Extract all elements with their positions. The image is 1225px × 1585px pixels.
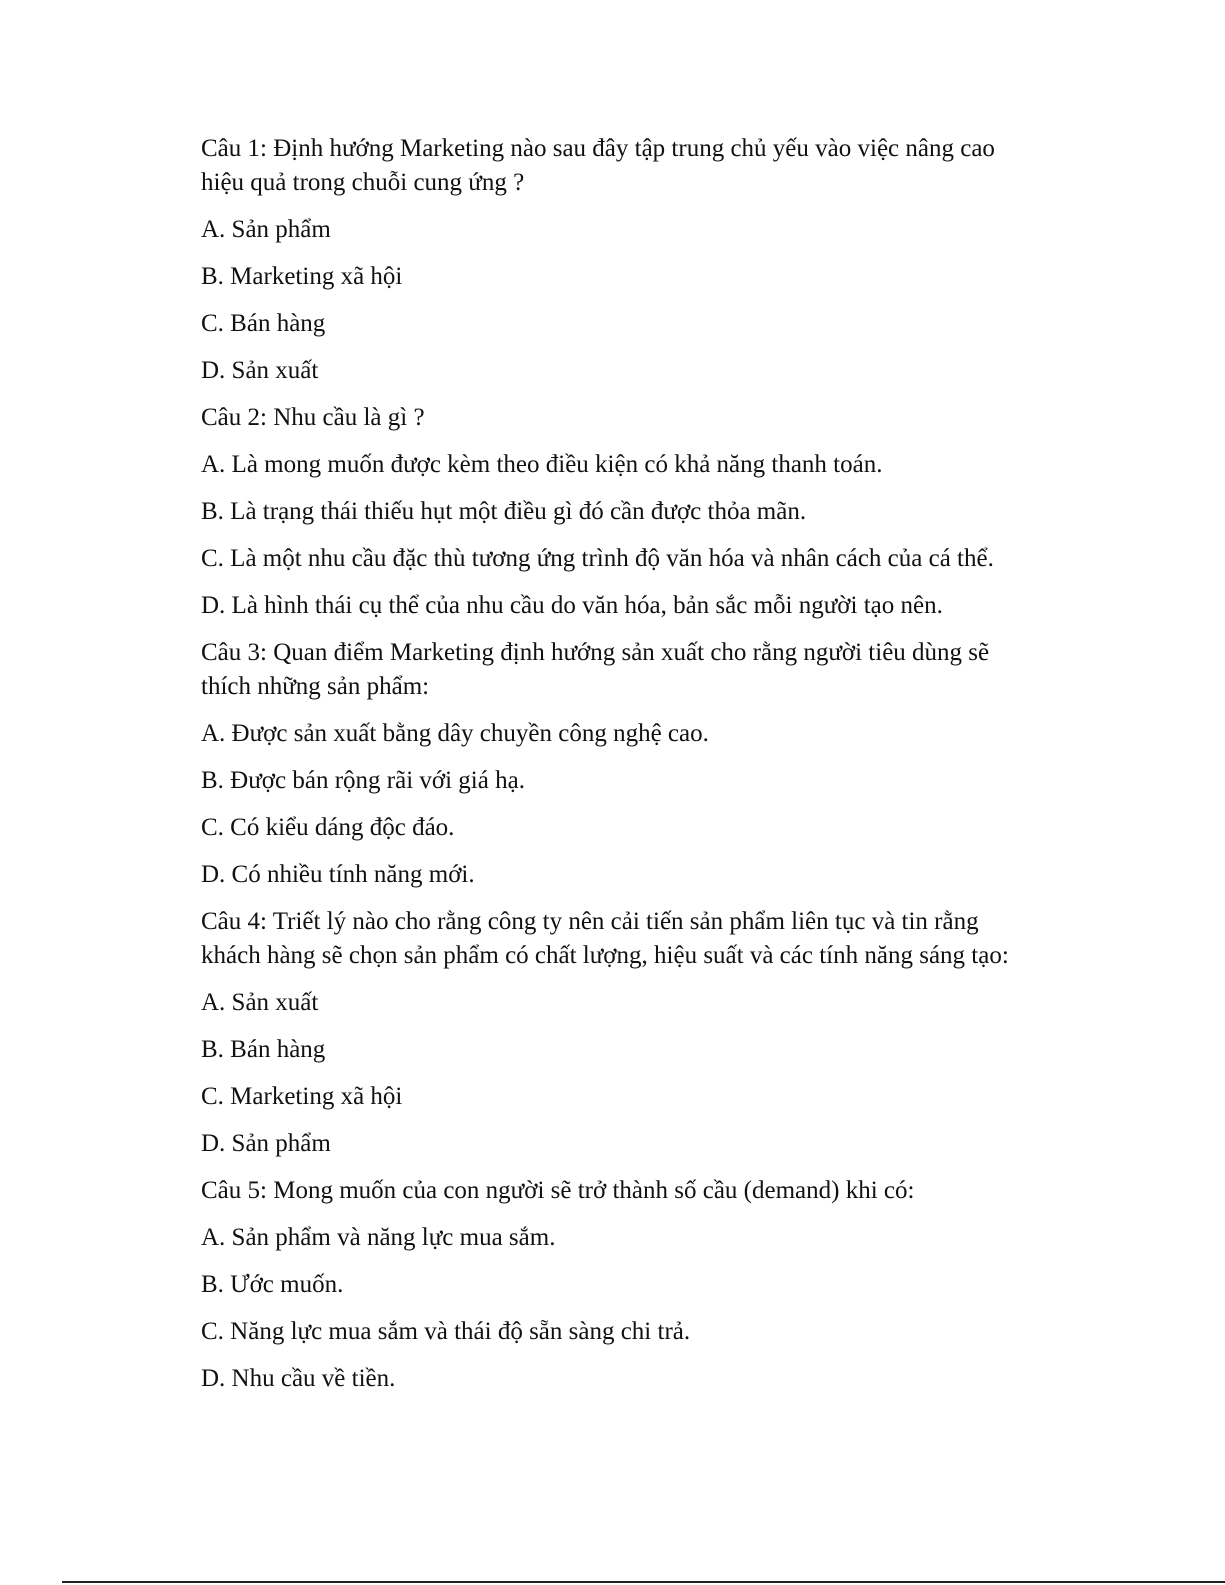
answer-option: D. Có nhiều tính năng mới.: [201, 861, 475, 888]
answer-option: D. Nhu cầu về tiền.: [201, 1365, 396, 1392]
answer-option: D. Sản xuất: [201, 357, 319, 384]
answer-option: C. Marketing xã hội: [201, 1083, 403, 1110]
answer-option: C. Năng lực mua sắm và thái độ sẵn sàng chi trả.: [201, 1318, 691, 1345]
question-block-3: [201, 636, 1041, 892]
answer-option: B. Được bán rộng rãi với giá hạ.: [201, 767, 525, 794]
answer-option: B. Ước muốn.: [201, 1271, 344, 1298]
answer-option: D. Là hình thái cụ thể của nhu cầu do văn hóa, bản sắc mỗi người tạo nên.: [201, 592, 943, 619]
question-prompt: Câu 2: Nhu cầu là gì ?: [201, 404, 425, 431]
answer-option: D. Sản phẩm: [201, 1130, 331, 1157]
answer-option: C. Có kiểu dáng độc đáo.: [201, 814, 455, 841]
question-prompt: Câu 4: Triết lý nào cho rằng công ty nên cải tiến sản phẩm liên tục và tin rằng khách hàng sẽ chọn sản phẩm có chất lượng, hiệu suất và các tính năng sáng tạo:: [201, 908, 1009, 969]
answer-option: C. Là một nhu cầu đặc thù tương ứng trình độ văn hóa và nhân cách của cá thể.: [201, 545, 994, 572]
answer-option: B. Là trạng thái thiếu hụt một điều gì đó cần được thỏa mãn.: [201, 498, 807, 525]
answer-option: B. Bán hàng: [201, 1036, 326, 1063]
answer-option: C. Bán hàng: [201, 310, 326, 337]
question-block-2: [201, 401, 1041, 623]
question-block-1: [201, 132, 1041, 388]
question-block-4: [201, 905, 1041, 1161]
answer-option: A. Là mong muốn được kèm theo điều kiện có khả năng thanh toán.: [201, 451, 883, 478]
answer-option: A. Sản xuất: [201, 989, 319, 1016]
question-block-5: [201, 1174, 1041, 1396]
answer-option: A. Được sản xuất bằng dây chuyền công nghệ cao.: [201, 720, 709, 747]
question-prompt: Câu 1: Định hướng Marketing nào sau đây tập trung chủ yếu vào việc nâng cao hiệu quả trong chuỗi cung ứng ?: [201, 135, 995, 196]
quiz-content: [201, 132, 1041, 1409]
question-prompt: Câu 3: Quan điểm Marketing định hướng sản xuất cho rằng người tiêu dùng sẽ thích những sản phẩm:: [201, 639, 990, 700]
page-bottom-divider: [62, 1581, 1225, 1583]
question-prompt: Câu 5: Mong muốn của con người sẽ trở thành số cầu (demand) khi có:: [201, 1177, 915, 1204]
answer-option: A. Sản phẩm và năng lực mua sắm.: [201, 1224, 556, 1251]
answer-option: A. Sản phẩm: [201, 216, 331, 243]
answer-option: B. Marketing xã hội: [201, 263, 403, 290]
